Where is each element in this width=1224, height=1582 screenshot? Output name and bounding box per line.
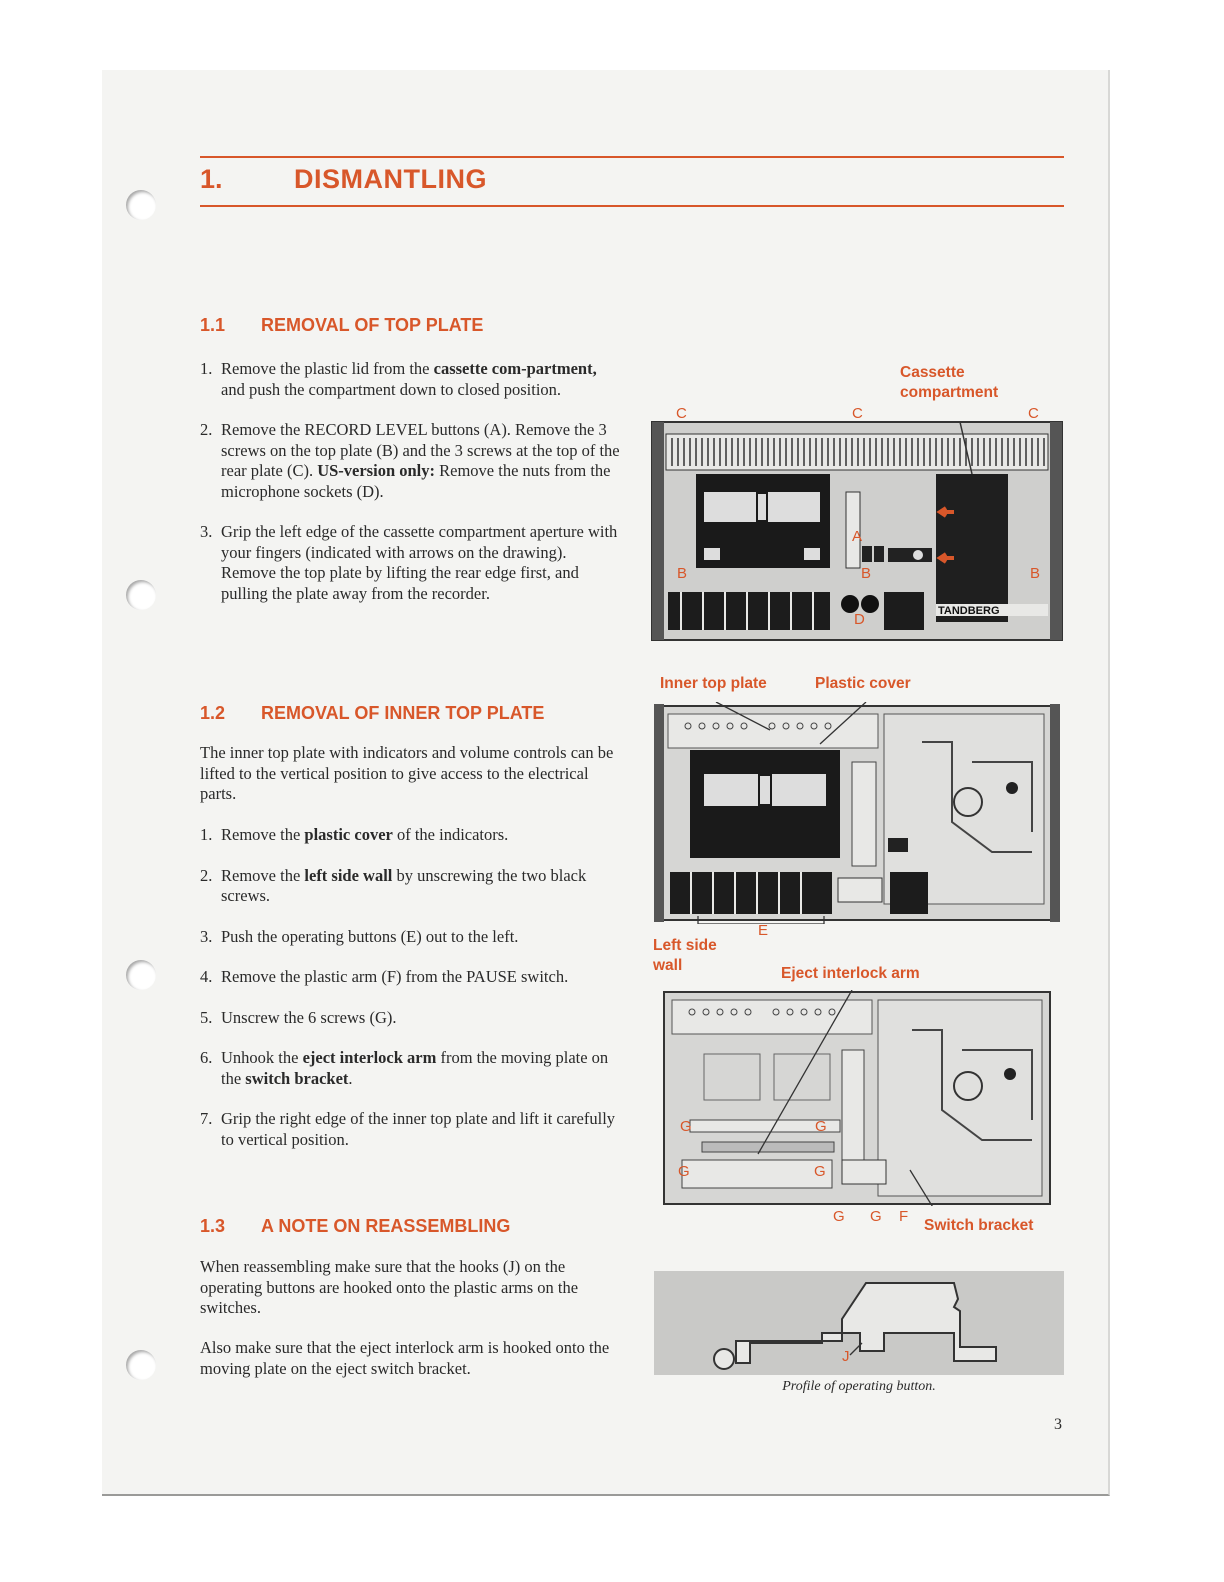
letter-b: B	[1030, 565, 1041, 582]
letter-g: G	[678, 1163, 690, 1180]
letter-g: G	[870, 1208, 882, 1225]
letter-c: C	[1028, 405, 1039, 422]
label-left-side-wall: Left side wall	[653, 937, 717, 974]
letter-g: G	[680, 1118, 692, 1135]
inner-top-plate-drawing	[652, 702, 1062, 924]
button-profile-drawing	[654, 1271, 1064, 1375]
reassembly-paragraph: When reassembling make sure that the hooks (J) on the operating buttons are hooked onto the plastic arms on the switches.	[200, 1257, 579, 1317]
letter-c: C	[852, 405, 863, 422]
list-item: 3. Grip the left edge of the cassette compartment aperture with your fingers (indicated with arrows on the drawing). Remove the top plate by lifting the rear edge first, and pulling the plate away from the recorder.	[200, 522, 618, 603]
section-title: DISMANTLING	[294, 164, 487, 194]
subsection-title: A NOTE ON REASSEMBLING	[261, 1216, 511, 1236]
steps-list-1-1	[200, 359, 620, 624]
binder-hole	[126, 190, 156, 220]
label-cassette-compartment: Cassette compartment	[900, 364, 999, 401]
letter-b: B	[861, 565, 872, 582]
subsection-title: REMOVAL OF INNER TOP PLATE	[261, 703, 545, 723]
eject-interlock-drawing	[662, 990, 1052, 1206]
subsection-number: 1.1	[200, 315, 226, 335]
heading-rule-top	[200, 156, 1064, 158]
list-item: 2. Remove the left side wall by unscrewing the two black screws.	[200, 865, 587, 905]
subsection-number: 1.3	[200, 1216, 226, 1236]
heading-rule-bottom	[200, 205, 1064, 207]
subsection-title: REMOVAL OF TOP PLATE	[261, 315, 484, 335]
list-item: 3. Push the operating buttons (E) out to the left.	[200, 926, 519, 946]
intro-paragraph: The inner top plate with indicators and volume controls can be lifted to the vertical position to give access to the electrical parts.	[200, 743, 614, 803]
binder-hole	[126, 960, 156, 990]
figure-caption: Profile of operating button.	[782, 1379, 936, 1394]
letter-b: B	[677, 565, 688, 582]
brand-label: TANDBERG	[938, 605, 1000, 617]
subsection-number: 1.2	[200, 703, 226, 723]
list-item: 2. Remove the RECORD LEVEL buttons (A). Remove the 3 screws on the top plate (B) and the 3 screws at the top of the rear plate (C). US-version only: Remove the nuts from the microphone sockets (D).	[200, 420, 620, 501]
label-switch-bracket: Switch bracket	[924, 1217, 1034, 1234]
label-inner-top-plate: Inner top plate	[660, 675, 767, 692]
list-item: 6. Unhook the eject interlock arm from the moving plate on the switch bracket.	[200, 1048, 609, 1088]
letter-a: A	[852, 528, 863, 545]
list-item: 7. Grip the right edge of the inner top plate and lift it carefully to vertical position.	[200, 1109, 616, 1149]
letter-d: D	[854, 611, 865, 628]
letter-j: J	[842, 1348, 850, 1365]
label-plastic-cover: Plastic cover	[815, 675, 911, 692]
letter-c: C	[676, 405, 687, 422]
steps-list-1-2	[200, 825, 620, 1170]
letter-e: E	[758, 922, 769, 939]
letter-g: G	[833, 1208, 845, 1225]
letter-g: G	[815, 1118, 827, 1135]
letter-g: G	[814, 1163, 826, 1180]
list-item: 1. Remove the plastic lid from the cassette com-partment, and push the compartment down to closed position.	[200, 359, 597, 399]
list-item: 1. Remove the plastic cover of the indicators.	[200, 825, 509, 844]
binder-hole	[126, 580, 156, 610]
binder-hole	[126, 1350, 156, 1380]
list-item: 4. Remove the plastic arm (F) from the PAUSE switch.	[200, 967, 569, 986]
reassembly-paragraph: Also make sure that the eject interlock arm is hooked onto the moving plate on the eject switch bracket.	[200, 1338, 610, 1378]
section-number: 1.	[200, 164, 223, 194]
label-eject-interlock-arm: Eject interlock arm	[781, 965, 920, 982]
letter-f: F	[899, 1208, 909, 1225]
page-number: 3	[1054, 1416, 1062, 1433]
list-item: 5. Unscrew the 6 screws (G).	[200, 1007, 397, 1027]
